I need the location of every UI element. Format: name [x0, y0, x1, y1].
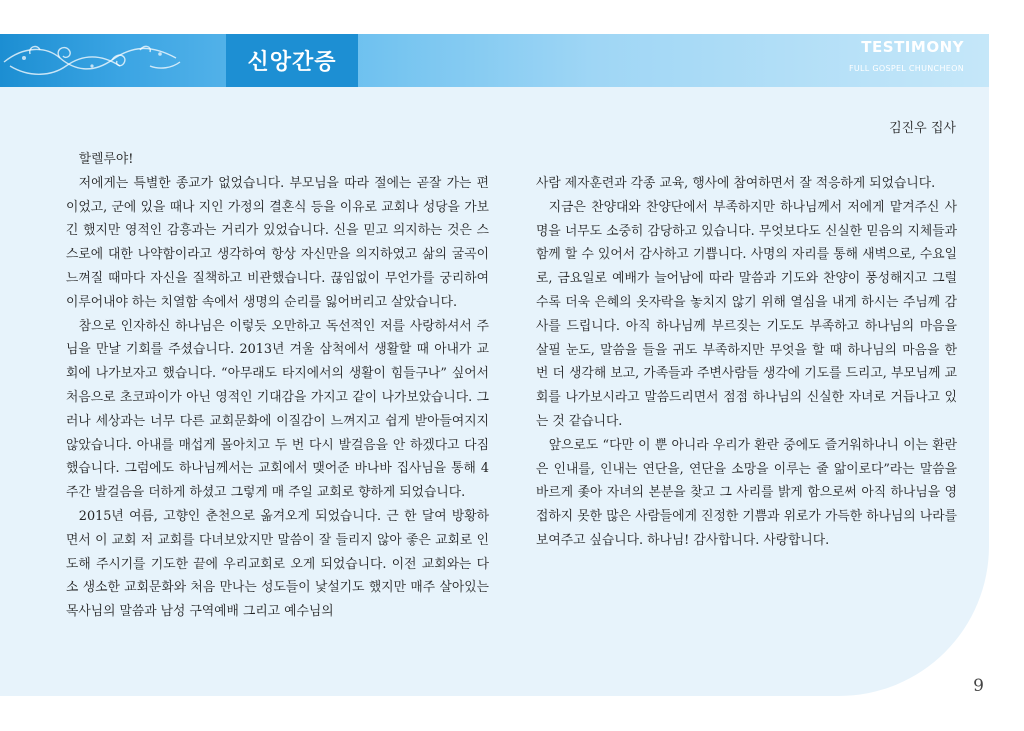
paragraph: 앞으로도 “다만 이 뿐 아니라 우리가 환란 중에도 즐거워하나니 이는 환란은 인내를, 인내는 연단을, 연단을 소망을 이루는 줄 앎이로다”라는 말씀을 바르게 좇아 자녀의 본분을 찾고 그 사리를 밝게 함으로써 아직 하나님을 영접하지 못한 많은 사람들에게 진정한 기쁨과 위로가 가득한 하나님의 나라를 보여주고 싶습니다. 하나님! 감사합니다. 사랑합니다.	[536, 437, 957, 548]
section-title: 신앙간증	[247, 50, 337, 75]
body-column-right	[536, 172, 957, 553]
paragraph: 지금은 찬양대와 찬양단에서 부족하지만 하나님께서 저에게 맡겨주신 사명을 너무도 소중히 감당하고 있습니다. 무엇보다도 신실한 믿음의 지체들과 함께 할 수 있어서 감사하고 기쁩니다. 사명의 자리를 통해 새벽으로, 수요일로, 금요일로 예배가 늘어남에 따라 말씀과 기도와 찬양이 풍성해지고 그럴수록 더욱 은혜의 옷자락을 놓치지 않기 위해 열심을 내게 하시는 주님께 감사를 드립니다. 아직 하나님께 부르짖는 기도도 부족하고 하나님의 마음을 살필 눈도, 말씀을 들을 귀도 부족하지만 무엇을 할 때 하나님의 마음을 한 번 더 생각해 보고, 가족들과 주변사람들 생각에 기도를 드리고, 부모님께 교회를 나가보시라고 말씀드리면서 점점 하나님의 신실한 자녀로 거듭나고 있는 것 같습니다.	[536, 199, 957, 429]
page-number: 9	[973, 676, 984, 696]
body-column-left	[66, 148, 489, 624]
floral-swirl-ornament-icon	[0, 36, 210, 86]
english-title: TESTIMONY	[861, 38, 964, 56]
paragraph: 사람 제자훈련과 각종 교육, 행사에 참여하면서 잘 적응하게 되었습니다.	[536, 176, 936, 191]
english-subtitle: FULL GOSPEL CHUNCHEON	[848, 64, 964, 73]
paragraph: 할렐루야!	[78, 152, 134, 167]
author-name: 김진우 집사	[889, 121, 956, 136]
section-title-box	[226, 34, 358, 87]
paragraph: 저에게는 특별한 종교가 없었습니다. 부모님을 따라 절에는 곧잘 가는 편이었고, 군에 있을 때나 지인 가정의 결혼식 등을 이유로 교회나 성당을 가보긴 했지만 영적인 감흥과는 거리가 있었습니다. 신을 믿고 의지하는 것은 스스로에 대한 나약함이라고 생각하여 항상 자신만을 의지하였고 삶의 굴곡이 느껴질 때마다 자신을 질책하고 비관했습니다. 끊임없이 무언가를 궁리하여 이루어내야 하는 치열함 속에서 생명의 순리를 잃어버리고 살았습니다.	[66, 175, 489, 310]
paragraph: 참으로 인자하신 하나님은 이렇듯 오만하고 독선적인 저를 사랑하셔서 주님을 만날 기회를 주셨습니다. 2013년 겨울 삼척에서 생활할 때 아내가 교회에 나가보자고 했습니다. “아무래도 타지에서의 생활이 힘들구나” 싶어서 처음으로 초코파이가 아닌 영적인 기대감을 가지고 같이 나가보았습니다. 그러나 세상과는 너무 다른 교회문화에 이질감이 느껴지고 쉽게 받아들여지지 않았습니다. 아내를 매섭게 몰아치고 두 번 다시 발걸음을 안 하겠다고 다짐했습니다. 그럼에도 하나님께서는 교회에서 맺어준 바나바 집사님을 통해 4주간 발걸음을 더하게 하셨고 그렇게 매 주일 교회로 향하게 되었습니다.	[66, 318, 489, 501]
paragraph: 2015년 여름, 고향인 춘천으로 옮겨오게 되었습니다. 근 한 달여 방황하면서 이 교회 저 교회를 다녀보았지만 말씀이 잘 들리지 않아 좋은 교회로 인도해 주시기를 기도한 끝에 우리교회로 오게 되었습니다. 이전 교회와는 다소 생소한 교회문화와 처음 만나는 성도들이 낯설기도 했지만 매주 살아있는 목사님의 말씀과 남성 구역예배 그리고 예수님의	[66, 508, 489, 620]
